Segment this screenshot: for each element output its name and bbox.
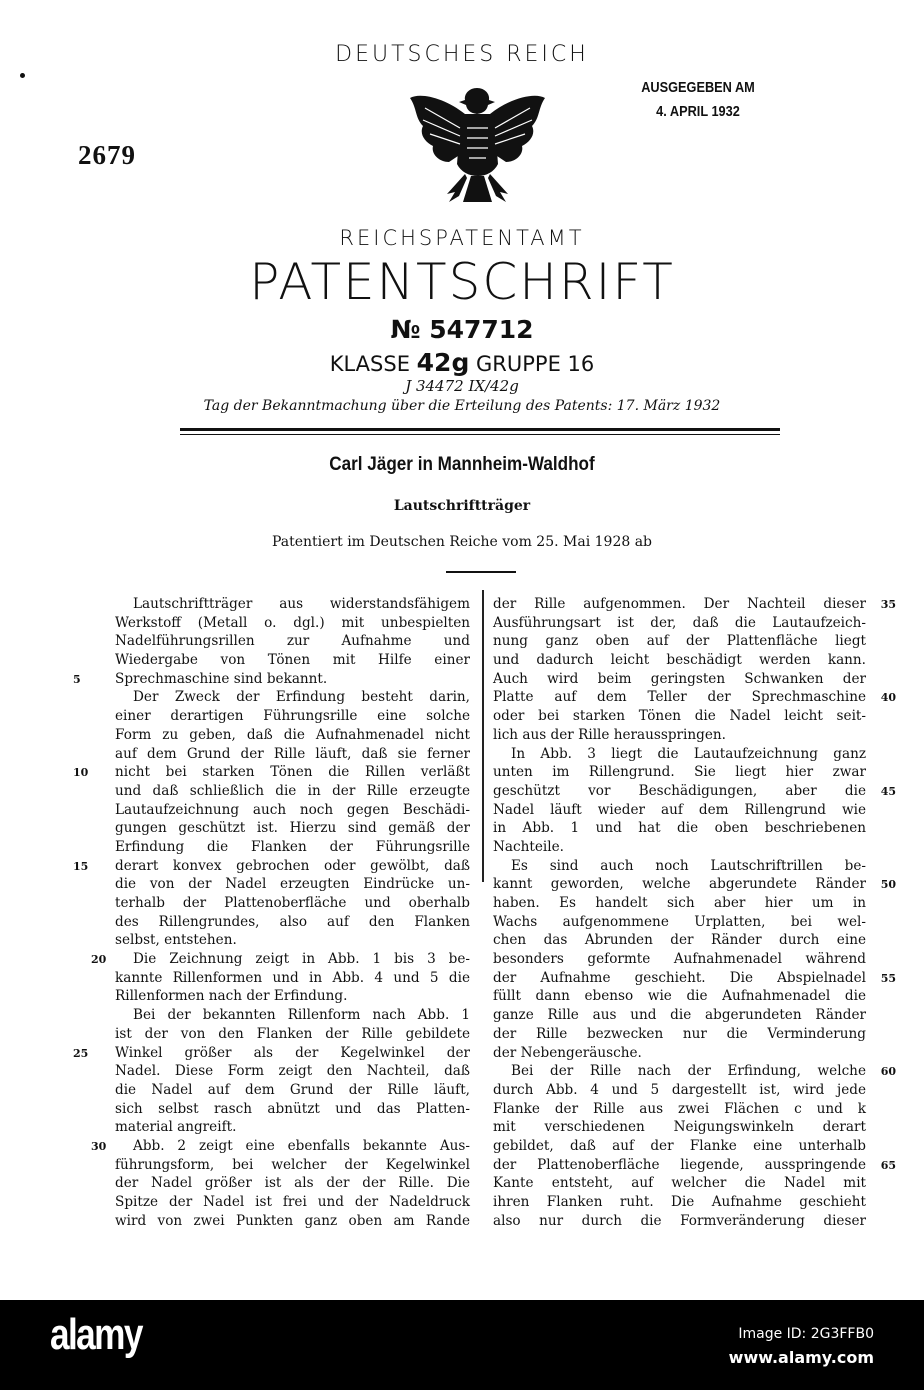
- right-text-column: [493, 595, 896, 1230]
- text-line: [493, 595, 896, 614]
- line-text: Erfindung die Flanken der Führungsrille: [115, 838, 470, 855]
- text-line: [115, 688, 470, 707]
- line-text: Rillenformen nach der Erfindung.: [115, 988, 348, 1005]
- line-text: nicht bei starken Tönen die Rillen verläßt: [115, 764, 470, 781]
- line-text: Winkel größer als der Kegelwinkel der: [115, 1044, 470, 1061]
- line-text: Flanke der Rille aus zwei Flächen c und k: [493, 1100, 866, 1117]
- line-text: gebildet, daß auf der Flanke eine unterhalb: [493, 1137, 866, 1154]
- line-text: derart konvex gebrochen oder gewölbt, daß: [115, 857, 470, 874]
- line-text: also nur durch die Formveränderung dieser: [493, 1212, 866, 1229]
- line-text: chen das Abrunden der Ränder durch eine: [493, 932, 866, 949]
- text-line: [115, 1100, 470, 1119]
- line-text: Platte auf dem Teller der Sprechmaschine: [493, 689, 866, 706]
- text-line: [493, 632, 866, 651]
- image-id: Image ID: 2G3FFB0: [738, 1326, 874, 1342]
- text-line: [493, 1081, 866, 1100]
- text-line: [493, 1006, 866, 1025]
- line-number: 35: [880, 598, 896, 611]
- text-line: [115, 1118, 470, 1137]
- text-line: [115, 913, 470, 932]
- line-number: 55: [880, 971, 896, 985]
- text-line: [73, 670, 470, 689]
- line-text: gungen geschützt ist. Hierzu sind gemäß der: [115, 820, 470, 837]
- reichsadler-eagle-icon: [405, 78, 550, 213]
- line-text: Sprechmaschine sind bekannt.: [115, 670, 328, 687]
- patent-date: Patentiert im Deutschen Reiche vom 25. Mai 1928 ab: [271, 534, 653, 550]
- line-text: Die Zeichnung zeigt in Abb. 1 bis 3 be-: [133, 951, 470, 968]
- text-line: [91, 950, 470, 969]
- text-line: [115, 875, 470, 894]
- line-text: Nadelführungsrillen zur Aufnahme und: [115, 633, 470, 650]
- text-line: [493, 614, 866, 633]
- line-text: Wiedergabe von Tönen mit Hilfe einer: [115, 652, 470, 669]
- text-line: [91, 1137, 470, 1156]
- file-reference: J 34472 IX/42g: [405, 377, 519, 395]
- gruppe: GRUPPE 16: [476, 352, 595, 376]
- line-text: lich aus der Rille herausspringen.: [493, 726, 726, 743]
- patent-number: № 547712: [390, 315, 534, 344]
- line-number: 15: [73, 859, 89, 873]
- line-text: führungsform, bei welcher der Kegelwinkel: [115, 1156, 470, 1173]
- line-text: nung ganz oben auf der Plattenfläche liegt: [493, 633, 866, 650]
- line-text: der Nadel größer ist als der der Rille. Die: [115, 1175, 470, 1192]
- short-divider: [446, 571, 516, 573]
- text-line: [493, 1100, 866, 1119]
- line-text: unten im Rillengrund. Sie liegt hier zwar: [493, 764, 866, 781]
- line-number: 50: [880, 878, 896, 892]
- text-line: [115, 651, 470, 670]
- issued-stamp: [630, 76, 766, 124]
- office-heading: REICHSPATENTAMT: [339, 226, 585, 250]
- line-text: Abb. 2 zeigt eine ebenfalls bekannte Aus-: [133, 1137, 470, 1154]
- line-text: auf dem Grund der Rille läuft, daß sie ferner: [115, 745, 470, 762]
- text-line: [115, 838, 470, 857]
- line-text: der Aufnahme geschieht. Die Abspielnadel: [493, 969, 866, 986]
- text-line: [115, 1193, 470, 1212]
- text-line: [493, 931, 866, 950]
- text-line: [493, 801, 866, 820]
- text-line: [493, 950, 866, 969]
- text-line: [493, 670, 866, 689]
- line-text: des Rillengrundes, also auf den Flanken: [115, 913, 470, 930]
- text-line: [115, 632, 470, 651]
- line-number: 20: [91, 953, 107, 967]
- line-number: 25: [73, 1046, 89, 1060]
- line-text: ihren Flanken ruht. Die Aufnahme geschieht: [493, 1194, 866, 1210]
- text-line: [73, 763, 470, 782]
- text-line: [493, 857, 866, 876]
- line-text: der Rille aufgenommen. Der Nachteil dieser: [493, 596, 866, 612]
- text-line: [115, 987, 470, 1006]
- line-text: Es sind auch noch Lautschriftrillen be-: [511, 857, 866, 874]
- country-heading: DEUTSCHES REICH: [335, 42, 589, 67]
- text-line: [115, 595, 470, 614]
- klasse-value: 42g: [416, 348, 470, 377]
- ink-dot: [20, 73, 25, 78]
- text-line: [493, 1044, 866, 1063]
- text-line: [73, 1044, 470, 1063]
- announcement-date: Tag der Bekanntmachung über die Erteilung des Patents: 17. März 1932: [203, 398, 721, 414]
- line-text: durch Abb. 4 und 5 dargestellt ist, wird jede: [493, 1081, 866, 1098]
- column-divider: [482, 590, 484, 882]
- alamy-logo: alamy: [50, 1310, 142, 1359]
- line-text: Nachteile.: [493, 838, 564, 855]
- klasse-label: KLASSE: [329, 352, 410, 376]
- text-line: [493, 819, 866, 838]
- line-text: Form zu geben, daß die Aufnahmenadel nicht: [115, 726, 470, 743]
- line-text: Kante entsteht, auf welcher die Nadel mit: [493, 1175, 866, 1192]
- line-text: füllt dann ebenso wie die Aufnahmenadel die: [493, 988, 866, 1005]
- text-line: [493, 913, 866, 932]
- text-line: [115, 1006, 470, 1025]
- text-line: [493, 763, 866, 782]
- line-text: Nadel läuft wieder auf dem Rillengrund wie: [493, 801, 866, 818]
- line-text: Wachs aufgenommene Urplatten, bei wel-: [493, 913, 866, 930]
- left-text-column: [73, 595, 470, 1230]
- text-line: [493, 745, 866, 764]
- line-text: Der Zweck der Erfindung besteht darin,: [133, 689, 470, 706]
- text-line: [115, 819, 470, 838]
- text-line: [115, 1174, 470, 1193]
- line-number: 10: [73, 766, 89, 780]
- line-text: Nadel. Diese Form zeigt den Nachteil, daß: [115, 1063, 470, 1080]
- line-number: 40: [880, 691, 896, 705]
- line-text: die von der Nadel erzeugten Eindrücke un-: [115, 876, 470, 893]
- issued-label: AUSGEGEBEN AM: [641, 79, 755, 96]
- line-text: und dadurch leicht beschädigt werden kann.: [493, 652, 866, 669]
- text-line: [115, 1062, 470, 1081]
- line-text: In Abb. 3 liegt die Lautaufzeichnung ganz: [511, 745, 866, 762]
- line-text: oder bei starken Tönen die Nadel leicht seit-: [493, 708, 866, 725]
- line-text: geschützt vor Beschädigungen, aber die: [493, 782, 866, 799]
- line-text: der Nebengeräusche.: [493, 1044, 642, 1061]
- text-line: [493, 875, 896, 894]
- text-line: [493, 1174, 866, 1193]
- text-line: [115, 801, 470, 820]
- line-text: kannt geworden, welche abgerundete Ränder: [493, 876, 866, 893]
- text-line: [493, 1156, 896, 1175]
- line-text: Lautschriftträger aus widerstandsfähigem: [133, 596, 470, 612]
- line-number: 30: [91, 1139, 107, 1153]
- line-text: wird von zwei Punkten ganz oben am Rande: [115, 1212, 470, 1229]
- document-number: 2679: [78, 140, 136, 170]
- text-line: [493, 838, 866, 857]
- line-number: 45: [880, 784, 896, 798]
- line-text: die Nadel auf dem Grund der Rille läuft,: [115, 1081, 470, 1098]
- text-line: [493, 1193, 866, 1212]
- invention-title: Lautschriftträger: [393, 498, 531, 514]
- text-line: [115, 1081, 470, 1100]
- line-text: selbst, entstehen.: [115, 932, 237, 949]
- text-line: [115, 745, 470, 764]
- line-text: material angreift.: [115, 1119, 237, 1136]
- text-line: [493, 987, 866, 1006]
- text-line: [115, 1156, 470, 1175]
- classification: [0, 348, 924, 377]
- divider-thin: [180, 434, 780, 435]
- line-text: terhalb der Plattenoberfläche und oberhalb: [115, 895, 470, 911]
- text-line: [115, 931, 470, 950]
- line-text: Auch wird beim geringsten Schwanken der: [493, 670, 866, 687]
- text-line: [493, 782, 896, 801]
- text-line: [115, 969, 470, 988]
- line-text: in Abb. 1 und hat die oben beschriebenen: [493, 820, 866, 837]
- line-text: haben. Es handelt sich aber hier um in: [493, 895, 866, 911]
- line-text: Bei der Rille nach der Erfindung, welche: [511, 1063, 866, 1080]
- text-line: [115, 614, 470, 633]
- text-line: [115, 782, 470, 801]
- watermark-url: www.alamy.com: [728, 1348, 874, 1367]
- line-text: Bei der bekannten Rillenform nach Abb. 1: [133, 1007, 470, 1024]
- text-line: [115, 726, 470, 745]
- line-text: der Plattenoberfläche liegende, ausspringende: [493, 1156, 866, 1173]
- line-text: ganze Rille aus und die abgerundeten Ränder: [493, 1007, 866, 1024]
- line-text: kannte Rillenformen und in Abb. 4 und 5 die: [115, 969, 470, 986]
- line-text: mit verschiedenen Neigungswinkeln derart: [493, 1119, 866, 1136]
- text-line: [493, 726, 866, 745]
- text-line: [493, 707, 866, 726]
- text-line: [115, 1025, 470, 1044]
- text-line: [493, 1212, 866, 1231]
- document-type-heading: PATENTSCHRIFT: [249, 253, 675, 311]
- text-line: [493, 969, 896, 988]
- line-number: 60: [880, 1065, 896, 1079]
- line-number: 5: [73, 672, 81, 686]
- inventor: Carl Jäger in Mannheim-Waldhof: [329, 454, 595, 475]
- line-text: Werkstoff (Metall o. dgl.) mit unbespielten: [115, 614, 470, 631]
- line-text: ist der von den Flanken der Rille gebildete: [115, 1025, 470, 1042]
- text-line: [115, 894, 470, 913]
- issued-date: 4. APRIL 1932: [656, 103, 740, 120]
- text-line: [493, 651, 866, 670]
- text-line: [115, 707, 470, 726]
- text-line: [493, 894, 866, 913]
- text-line: [493, 1118, 866, 1137]
- line-text: Lautaufzeichnung auch noch gegen Beschädi-: [115, 801, 470, 818]
- line-text: der Rille bezwecken nur die Verminderung: [493, 1025, 866, 1042]
- text-line: [115, 1212, 470, 1231]
- text-line: [493, 1025, 866, 1044]
- line-text: sich selbst rasch abnützt und das Platten-: [115, 1100, 470, 1117]
- line-text: einer derartigen Führungsrille eine solche: [115, 708, 470, 725]
- divider-thick: [180, 428, 780, 431]
- text-line: [493, 1137, 866, 1156]
- line-text: besonders geformte Aufnahmenadel während: [493, 951, 866, 968]
- line-text: und daß schließlich die in der Rille erzeugte: [115, 782, 470, 799]
- line-number: 65: [880, 1158, 896, 1172]
- text-line: [493, 688, 896, 707]
- line-text: Ausführungsart ist der, daß die Lautaufzeich-: [493, 614, 866, 631]
- line-text: Spitze der Nadel ist frei und der Nadeldruck: [115, 1194, 470, 1210]
- text-line: [493, 1062, 896, 1081]
- text-line: [73, 857, 470, 876]
